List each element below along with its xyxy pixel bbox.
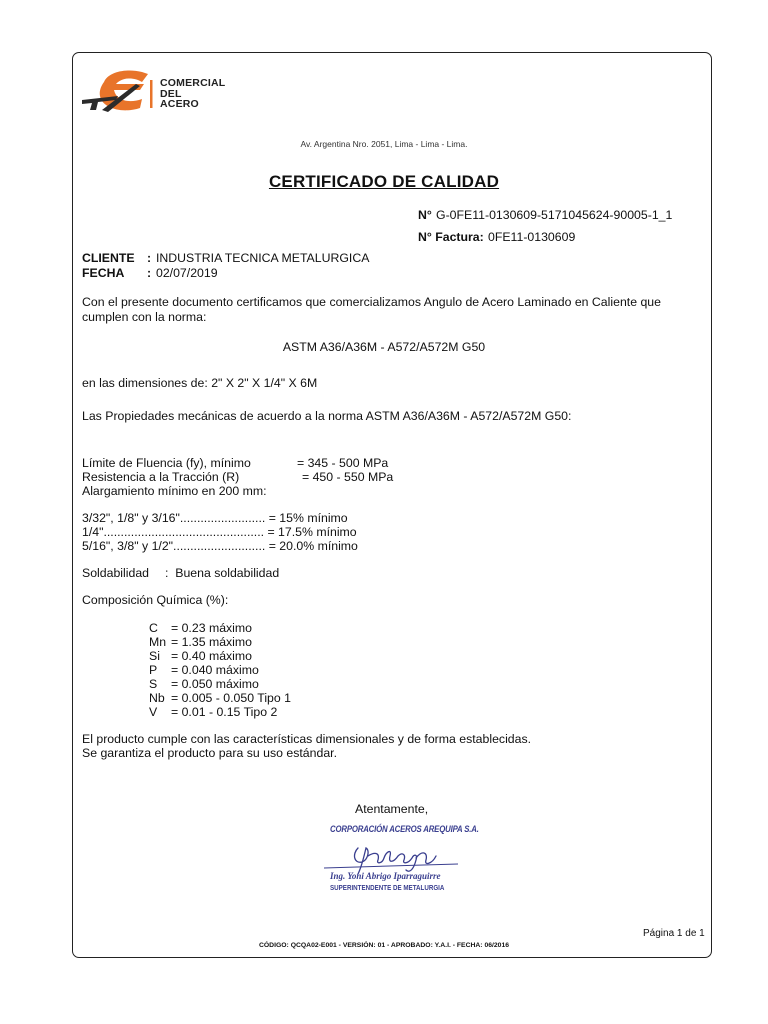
document-title: CERTIFICADO DE CALIDAD	[268, 172, 500, 191]
intro-line-2: cumplen con la norma:	[82, 310, 207, 324]
cert-number: G-0FE11-0130609-5171045624-90005-1_1	[436, 208, 673, 222]
signatory-role: SUPERINTENDENTE DE METALURGIA	[330, 883, 445, 892]
yield-label: Límite de Fluencia (fy), mínimo	[82, 456, 251, 470]
logo-line-3: ACERO	[160, 98, 199, 110]
chem-value: = 0.050 máximo	[171, 677, 259, 691]
chem-value: = 0.23 máximo	[171, 621, 252, 635]
date-value: 02/07/2019	[156, 266, 218, 280]
cert-number-label: N°	[418, 208, 432, 222]
elongation-heading: Alargamiento mínimo en 200 mm:	[82, 484, 267, 498]
logo-line-1: COMERCIAL	[160, 77, 226, 89]
logo-line-2: DEL	[160, 87, 182, 100]
signature-company: CORPORACIÓN ACEROS AREQUIPA S.A.	[330, 824, 479, 835]
elongation-row-3: 5/16", 3/8" y 1/2"........................... = 20.0% mínimo	[82, 539, 358, 553]
dimensions-text: en las dimensiones de: 2" X 2" X 1/4" X 6M	[82, 376, 318, 390]
elongation-row-2: 1/4"............................................... = 17.5% mínimo	[82, 525, 357, 539]
closing-salutation: Atentamente,	[355, 802, 429, 816]
yield-value: = 345 - 500 MPa	[297, 456, 389, 470]
chem-element: Mn	[149, 635, 167, 649]
elongation-row-1: 3/32", 1/8" y 3/16"......................... = 15% mínimo	[82, 511, 348, 525]
chem-value: = 0.40 máximo	[171, 649, 252, 663]
chem-element: Si	[149, 649, 160, 663]
date-colon: :	[147, 266, 152, 280]
chem-value: = 1.35 máximo	[171, 635, 252, 649]
chemical-composition-heading: Composición Química (%):	[82, 593, 229, 607]
document-footer-code: CÓDIGO: QCQA02-E001 - VERSIÓN: 01 - APROBADO: Y.A.I. - FECHA: 06/2016	[258, 942, 510, 949]
chem-element: Nb	[149, 691, 165, 705]
chem-element: S	[149, 677, 158, 691]
chem-value: = 0.005 - 0.050 Tipo 1	[171, 691, 291, 705]
weldability-value: : Buena soldabilidad	[165, 566, 280, 580]
company-address: Av. Argentina Nro. 2051, Lima - Lima - Lima.	[300, 139, 468, 149]
page-number: Página 1 de 1	[643, 928, 705, 939]
client-colon: :	[147, 251, 152, 265]
client-name: INDUSTRIA TECNICA METALURGICA	[156, 251, 370, 265]
signatory-name: Ing. Yoni Abrigo Iparraguirre	[330, 871, 441, 881]
chem-element: C	[149, 621, 158, 635]
chem-element: P	[149, 663, 158, 677]
chem-value: = 0.040 máximo	[171, 663, 259, 677]
chem-value: = 0.01 - 0.15 Tipo 2	[171, 705, 278, 719]
compliance-line-1: El producto cumple con las características dimensionales y de forma establecidas.	[82, 732, 532, 746]
intro-line-1: Con el presente documento certificamos que comercializamos Angulo de Acero Laminado en Caliente que	[82, 295, 661, 309]
mechanical-properties-heading: Las Propiedades mecánicas de acuerdo a la norma ASTM A36/A36M - A572/A572M G50:	[82, 409, 572, 423]
weldability-label: Soldabilidad	[82, 566, 150, 580]
tensile-value: = 450 - 550 MPa	[302, 470, 394, 484]
norma-standard: ASTM A36/A36M - A572/A572M G50	[282, 340, 486, 354]
date-label: FECHA	[82, 266, 125, 280]
client-label: CLIENTE	[82, 251, 135, 265]
chem-element: V	[149, 705, 158, 719]
invoice-label: N° Factura:	[418, 230, 484, 244]
invoice-number: 0FE11-0130609	[488, 230, 576, 244]
tensile-label: Resistencia a la Tracción (R)	[82, 470, 240, 484]
compliance-line-2: Se garantiza el producto para su uso estándar.	[82, 746, 337, 760]
logo-wordmark	[160, 78, 225, 110]
